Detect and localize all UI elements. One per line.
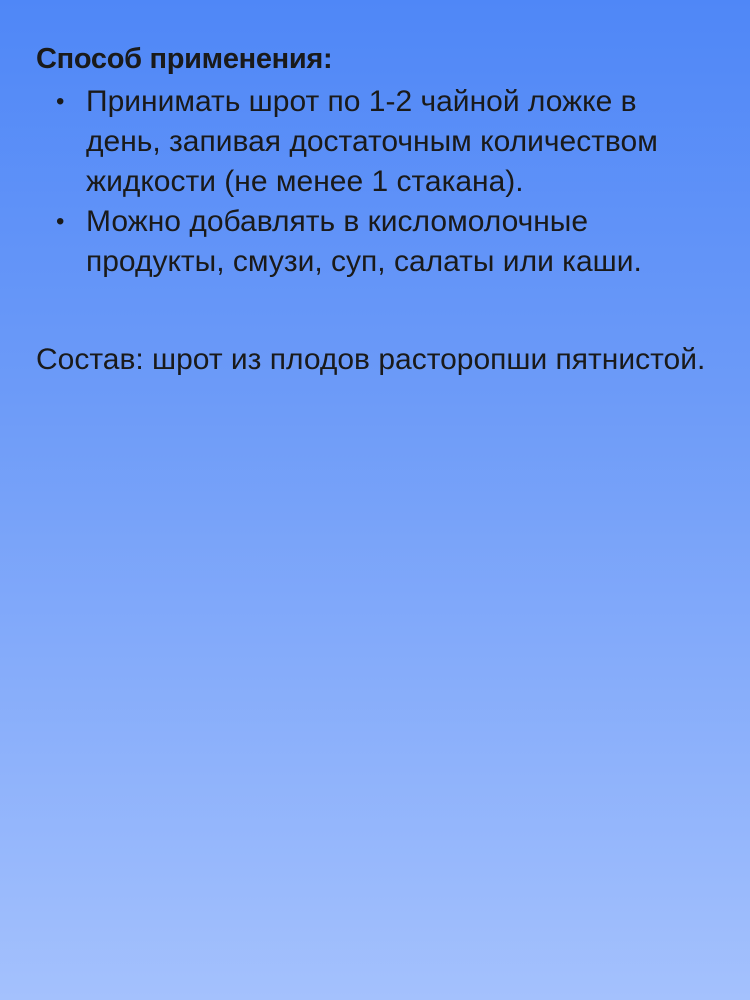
composition-text: Состав: шрот из плодов расторопши пятнистой. (36, 343, 706, 376)
usage-list-item (36, 202, 714, 282)
usage-item-text: Можно добавлять в кисломолочные продукты, смузи, суп, салаты или каши. (86, 205, 642, 278)
usage-heading: Способ применения: (36, 43, 333, 75)
bullet-icon: • (56, 208, 65, 235)
bullet-icon: • (56, 88, 65, 115)
usage-list (36, 82, 714, 282)
usage-item-text: Принимать шрот по 1-2 чайной ложке в день, запивая достаточным количеством жидкости (не менее 1 стакана). (86, 85, 658, 198)
usage-list-item (36, 82, 714, 202)
